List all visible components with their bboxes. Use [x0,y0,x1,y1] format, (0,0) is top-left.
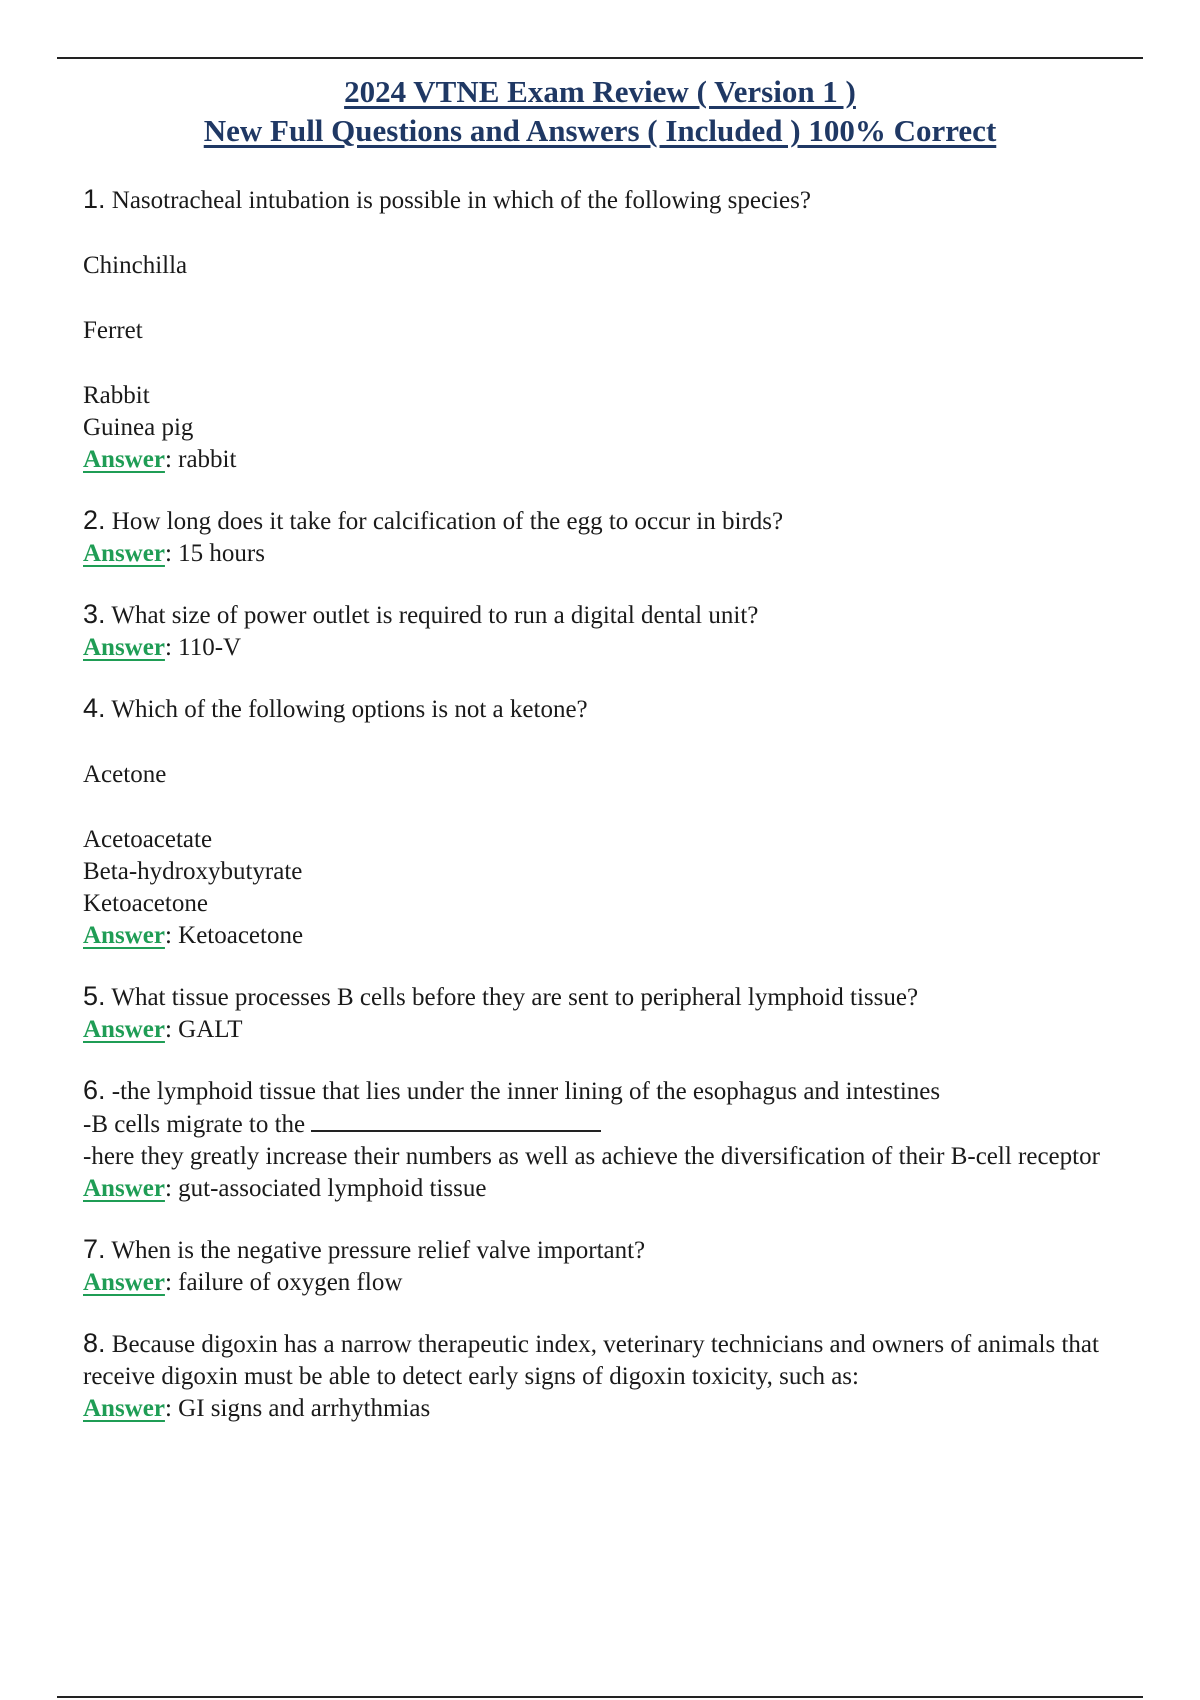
question-number: 4. [83,693,106,723]
option: Acetone [83,761,167,788]
bottom-rule [57,1696,1143,1698]
question-text: Nasotracheal intubation is possible in which of the following species? [111,187,811,214]
question-4 [83,692,1113,952]
question-1 [83,183,1113,476]
question-text-line-2: -B cells migrate to the [83,1111,306,1138]
question-text: What tissue processes B cells before they are sent to peripheral lymphoid tissue? [111,984,919,1011]
question-2 [83,504,1113,570]
option: Beta-hydroxybutyrate [83,858,303,885]
answer-label: Answer [83,1395,165,1422]
question-number: 3. [83,599,106,629]
answer-text: rabbit [178,446,237,473]
answer-label: Answer [83,634,165,661]
question-text: When is the negative pressure relief valve important? [111,1237,646,1264]
answer-line: Answer: 110-V [83,634,242,661]
question-number: 5. [83,981,106,1011]
answer-line: Answer: failure of oxygen flow [83,1269,403,1296]
answer-line: Answer: 15 hours [83,540,265,567]
question-6 [83,1074,1113,1205]
answer-line: Answer: GALT [83,1016,243,1043]
question-text-line-3: -here they greatly increase their numbers as well as achieve the diversification of their B-cell receptor [83,1143,1100,1170]
answer-label: Answer [83,922,165,949]
question-text: Which of the following options is not a ketone? [111,696,588,723]
answer-text: GI signs and arrhythmias [178,1395,431,1422]
answer-text: failure of oxygen flow [178,1269,403,1296]
title-line-2: New Full Questions and Answers ( Included ) 100% Correct [203,113,997,148]
option: Ferret [83,317,143,344]
question-7 [83,1233,1113,1299]
option: Ketoacetone [83,890,208,917]
question-3 [83,598,1113,664]
question-number: 1. [83,184,106,214]
answer-label: Answer [83,1175,165,1202]
answer-line: Answer: rabbit [83,446,237,473]
question-number: 2. [83,505,106,535]
fill-in-blank [311,1108,601,1132]
answer-text: GALT [178,1016,243,1043]
answer-text: 110-V [178,634,242,661]
question-list [83,183,1113,1453]
answer-label: Answer [83,1269,165,1296]
question-number: 6. [83,1075,106,1105]
option: Guinea pig [83,414,194,441]
question-text: Because digoxin has a narrow therapeutic index, veterinary technicians and owners of animals that receive digoxin must be able to detect early signs of digoxin toxicity, such as: [83,1331,1099,1390]
answer-text: gut-associated lymphoid tissue [178,1175,487,1202]
option: Rabbit [83,382,150,409]
top-rule [57,57,1143,59]
title-line-1: 2024 VTNE Exam Review ( Version 1 ) [344,74,856,109]
answer-line: Answer: Ketoacetone [83,922,304,949]
answer-line: Answer: gut-associated lymphoid tissue [83,1175,487,1202]
answer-label: Answer [83,1016,165,1043]
answer-line: Answer: GI signs and arrhythmias [83,1395,431,1422]
answer-label: Answer [83,446,165,473]
document-header [57,72,1143,150]
question-number: 7. [83,1234,106,1264]
question-text: How long does it take for calcification of the egg to occur in birds? [111,508,784,535]
option: Chinchilla [83,252,188,279]
question-text: -the lymphoid tissue that lies under the inner lining of the esophagus and intestines [111,1078,941,1105]
answer-text: Ketoacetone [178,922,304,949]
answer-label: Answer [83,540,165,567]
answer-text: 15 hours [178,540,265,567]
option: Acetoacetate [83,826,213,853]
question-number: 8. [83,1328,106,1358]
question-8 [83,1327,1113,1425]
question-5 [83,980,1113,1046]
question-text: What size of power outlet is required to run a digital dental unit? [111,602,759,629]
